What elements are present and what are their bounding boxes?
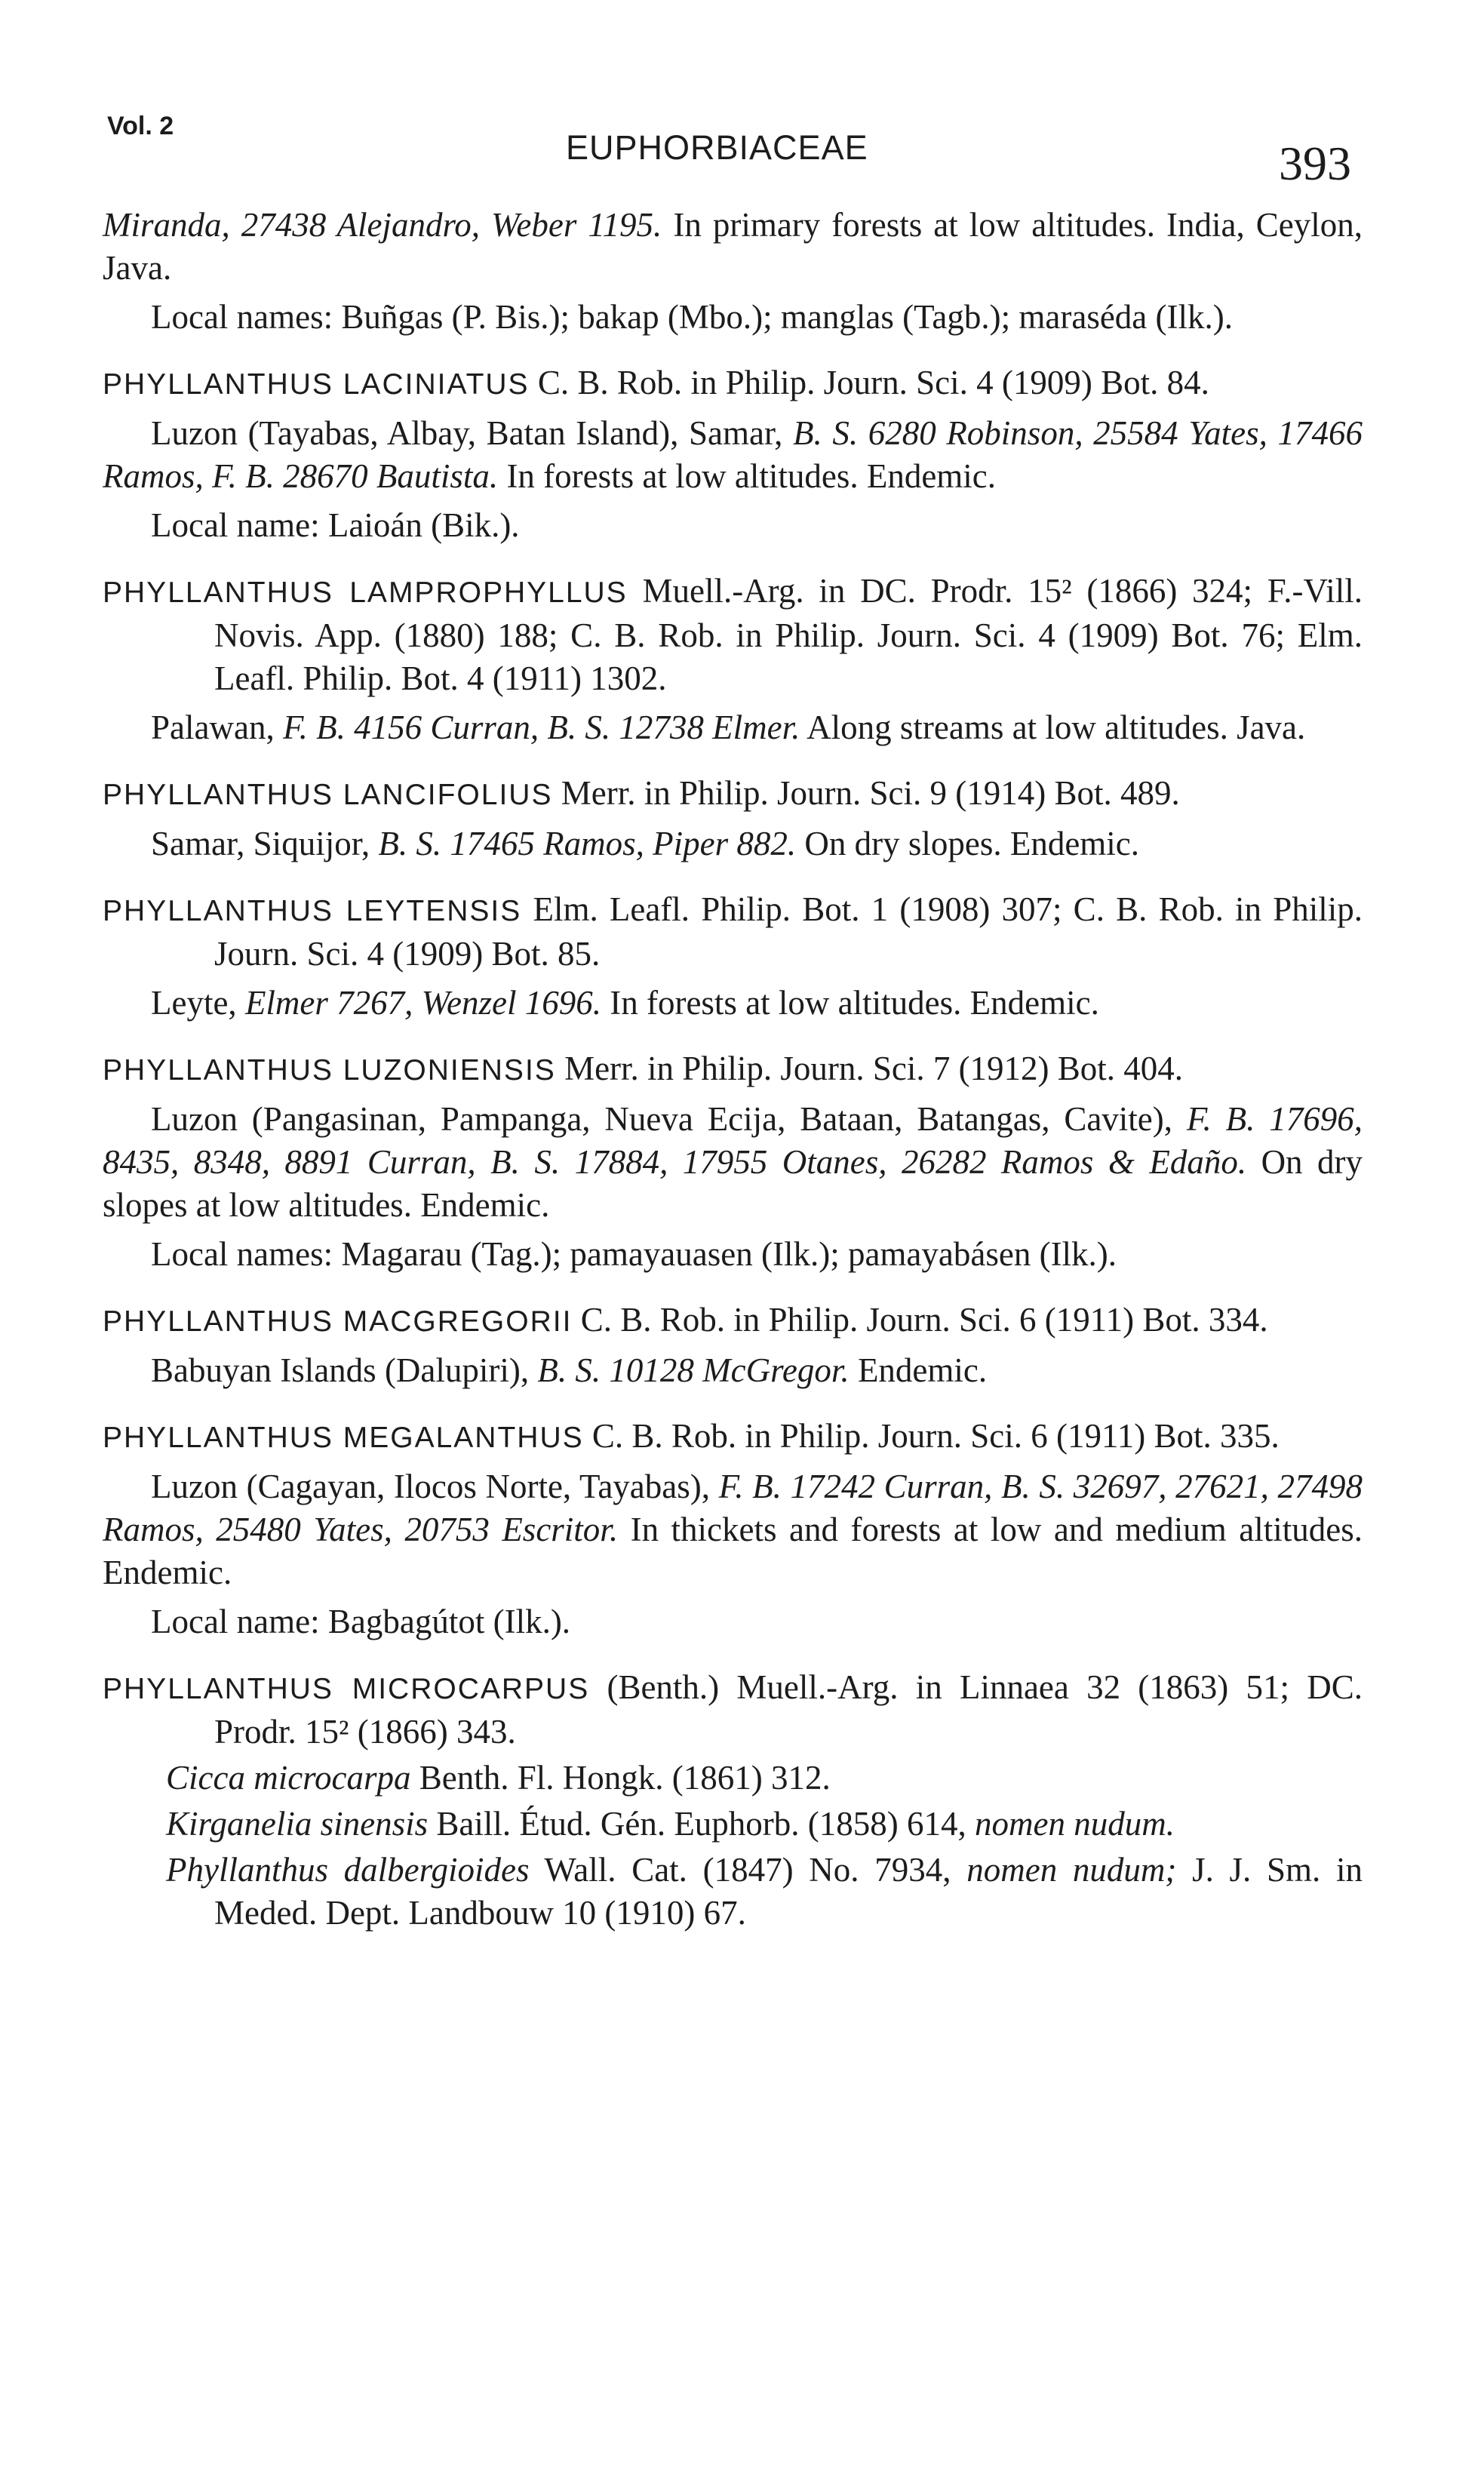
running-head-family: EUPHORBIACEAE bbox=[566, 128, 868, 167]
synonym-extra-citation: J. J. Sm. in Meded. Dept. Landbouw 10 (1910) 67. bbox=[214, 1851, 1363, 1932]
distribution-text: Samar, Siquijor, bbox=[151, 825, 370, 862]
habitat-text: On dry slopes. Endemic. bbox=[804, 825, 1140, 862]
species-heading bbox=[103, 772, 1363, 816]
specimen-list: B. S. 6280 Robinson, 25584 Yates, 17466 Ramos, F. B. 28670 Bautista. bbox=[103, 414, 1363, 495]
local-names: Local name: Bagbagútot (Ilk.). bbox=[151, 1603, 571, 1640]
species-citation: C. B. Rob. in Philip. Journ. Sci. 4 (1909) Bot. 84. bbox=[537, 364, 1209, 401]
continued-entry bbox=[103, 204, 1363, 290]
synonym-note: nomen nudum; bbox=[966, 1851, 1177, 1889]
distribution-text: Luzon (Tayabas, Albay, Batan Island), Samar, bbox=[151, 414, 783, 452]
habitat-text: Along streams at low altitudes. Java. bbox=[807, 709, 1306, 746]
synonym-entry bbox=[103, 1757, 1363, 1800]
distribution-text: Luzon (Pangasinan, Pampanga, Nueva Ecija, Bataan, Batangas, Cavite), bbox=[151, 1100, 1173, 1138]
habitat-text: In thickets and forests at low and medium altitudes. Endemic. bbox=[103, 1511, 1363, 1591]
species-name: PHYLLANTHUS MACGREGORII bbox=[103, 1305, 573, 1338]
species-citation: C. B. Rob. in Philip. Journ. Sci. 6 (1911) Bot. 335. bbox=[591, 1417, 1280, 1455]
species-name: PHYLLANTHUS LAMPROPHYLLUS bbox=[103, 576, 628, 609]
species-name: PHYLLANTHUS LANCIFOLIUS bbox=[103, 779, 553, 811]
specimen-list: Elmer 7267, Wenzel 1696. bbox=[244, 984, 601, 1022]
specimen-list: B. S. 10128 McGregor. bbox=[537, 1351, 850, 1389]
synonym-name: Kirganelia sinensis bbox=[166, 1805, 429, 1843]
habitat-text: On dry slopes at low altitudes. Endemic. bbox=[103, 1143, 1363, 1224]
species-name: PHYLLANTHUS LEYTENSIS bbox=[103, 895, 522, 927]
volume-label: Vol. 2 bbox=[107, 112, 174, 140]
species-name: PHYLLANTHUS LACINIATUS bbox=[103, 368, 530, 401]
distribution-text: Leyte, bbox=[151, 984, 237, 1022]
synonym-citation: Baill. Étud. Gén. Euphorb. (1858) 614, bbox=[436, 1805, 966, 1843]
distribution-text: Palawan, bbox=[151, 709, 275, 746]
specimen-list: B. S. 17465 Ramos, Piper 882. bbox=[378, 825, 797, 862]
species-heading bbox=[103, 1047, 1363, 1092]
species-heading bbox=[103, 1415, 1363, 1459]
habitat-text: In forests at low altitudes. Endemic. bbox=[610, 984, 1099, 1022]
habitat-text: In primary forests at low altitudes. India, Ceylon, Java. bbox=[103, 206, 1363, 287]
species-distribution bbox=[103, 822, 1363, 865]
species-heading bbox=[103, 361, 1363, 406]
species-heading bbox=[103, 888, 1363, 976]
synonym-entry bbox=[103, 1849, 1363, 1935]
local-names: Local names: Buñgas (P. Bis.); bakap (Mbo.); manglas (Tagb.); maraséda (Ilk.). bbox=[151, 298, 1233, 336]
species-distribution bbox=[103, 1098, 1363, 1227]
species-citation: Merr. in Philip. Journ. Sci. 9 (1914) Bot. 489. bbox=[561, 774, 1180, 812]
local-names: Local names: Magarau (Tag.); pamayauasen (Ilk.); pamayabásen (Ilk.). bbox=[151, 1235, 1117, 1273]
synonym-citation: Wall. Cat. (1847) No. 7934, bbox=[544, 1851, 951, 1889]
page-body bbox=[103, 204, 1363, 1935]
synonym-citation: Benth. Fl. Hongk. (1861) 312. bbox=[419, 1759, 831, 1797]
species-heading bbox=[103, 570, 1363, 700]
distribution-text: Luzon (Cagayan, Ilocos Norte, Tayabas), bbox=[151, 1468, 710, 1505]
species-name: PHYLLANTHUS MICROCARPUS bbox=[103, 1673, 590, 1705]
synonym-name: Cicca microcarpa bbox=[166, 1759, 411, 1797]
species-name: PHYLLANTHUS LUZONIENSIS bbox=[103, 1054, 556, 1087]
specimen-list: F. B. 17242 Curran, B. S. 32697, 27621, 27498 Ramos, 25480 Yates, 20753 Escritor. bbox=[103, 1468, 1363, 1548]
local-names: Local name: Laioán (Bik.). bbox=[151, 506, 520, 544]
specimen-list: F. B. 17696, 8435, 8348, 8891 Curran, B. S. 17884, 17955 Otanes, 26282 Ramos & Edaño. bbox=[103, 1100, 1363, 1181]
species-distribution bbox=[103, 1465, 1363, 1594]
synonym-name: Phyllanthus dalbergioides bbox=[166, 1851, 530, 1889]
distribution-text: Babuyan Islands (Dalupiri), bbox=[151, 1351, 530, 1389]
species-distribution bbox=[103, 706, 1363, 749]
specimen-list: Miranda, 27438 Alejandro, Weber 1195. bbox=[103, 206, 662, 244]
species-distribution bbox=[103, 412, 1363, 498]
species-citation: Merr. in Philip. Journ. Sci. 7 (1912) Bot. 404. bbox=[564, 1050, 1184, 1087]
page-number: 393 bbox=[1279, 137, 1351, 190]
species-citation: Elm. Leafl. Philip. Bot. 1 (1908) 307; C. B. Rob. in Philip. Journ. Sci. 4 (1909) Bot. 85. bbox=[214, 890, 1363, 973]
species-citation: (Benth.) Muell.-Arg. in Linnaea 32 (1863) 51; DC. Prodr. 15² (1866) 343. bbox=[214, 1668, 1363, 1751]
synonym-entry bbox=[103, 1803, 1363, 1846]
species-heading bbox=[103, 1299, 1363, 1343]
specimen-list: F. B. 4156 Curran, B. S. 12738 Elmer. bbox=[282, 709, 800, 746]
species-citation: Muell.-Arg. in DC. Prodr. 15² (1866) 324; F.-Vill. Novis. App. (1880) 188; C. B. Rob. in Philip. Journ. Sci. 4 (1909) Bot. 76; Elm. Leafl. Philip. Bot. 4 (1911) 1302. bbox=[214, 572, 1363, 697]
species-heading bbox=[103, 1666, 1363, 1754]
habitat-text: Endemic. bbox=[857, 1351, 988, 1389]
synonym-note: nomen nudum. bbox=[975, 1805, 1175, 1843]
species-distribution bbox=[103, 982, 1363, 1025]
habitat-text: In forests at low altitudes. Endemic. bbox=[506, 457, 997, 495]
species-name: PHYLLANTHUS MEGALANTHUS bbox=[103, 1422, 584, 1454]
species-citation: C. B. Rob. in Philip. Journ. Sci. 6 (1911) Bot. 334. bbox=[580, 1301, 1268, 1339]
species-distribution bbox=[103, 1349, 1363, 1392]
